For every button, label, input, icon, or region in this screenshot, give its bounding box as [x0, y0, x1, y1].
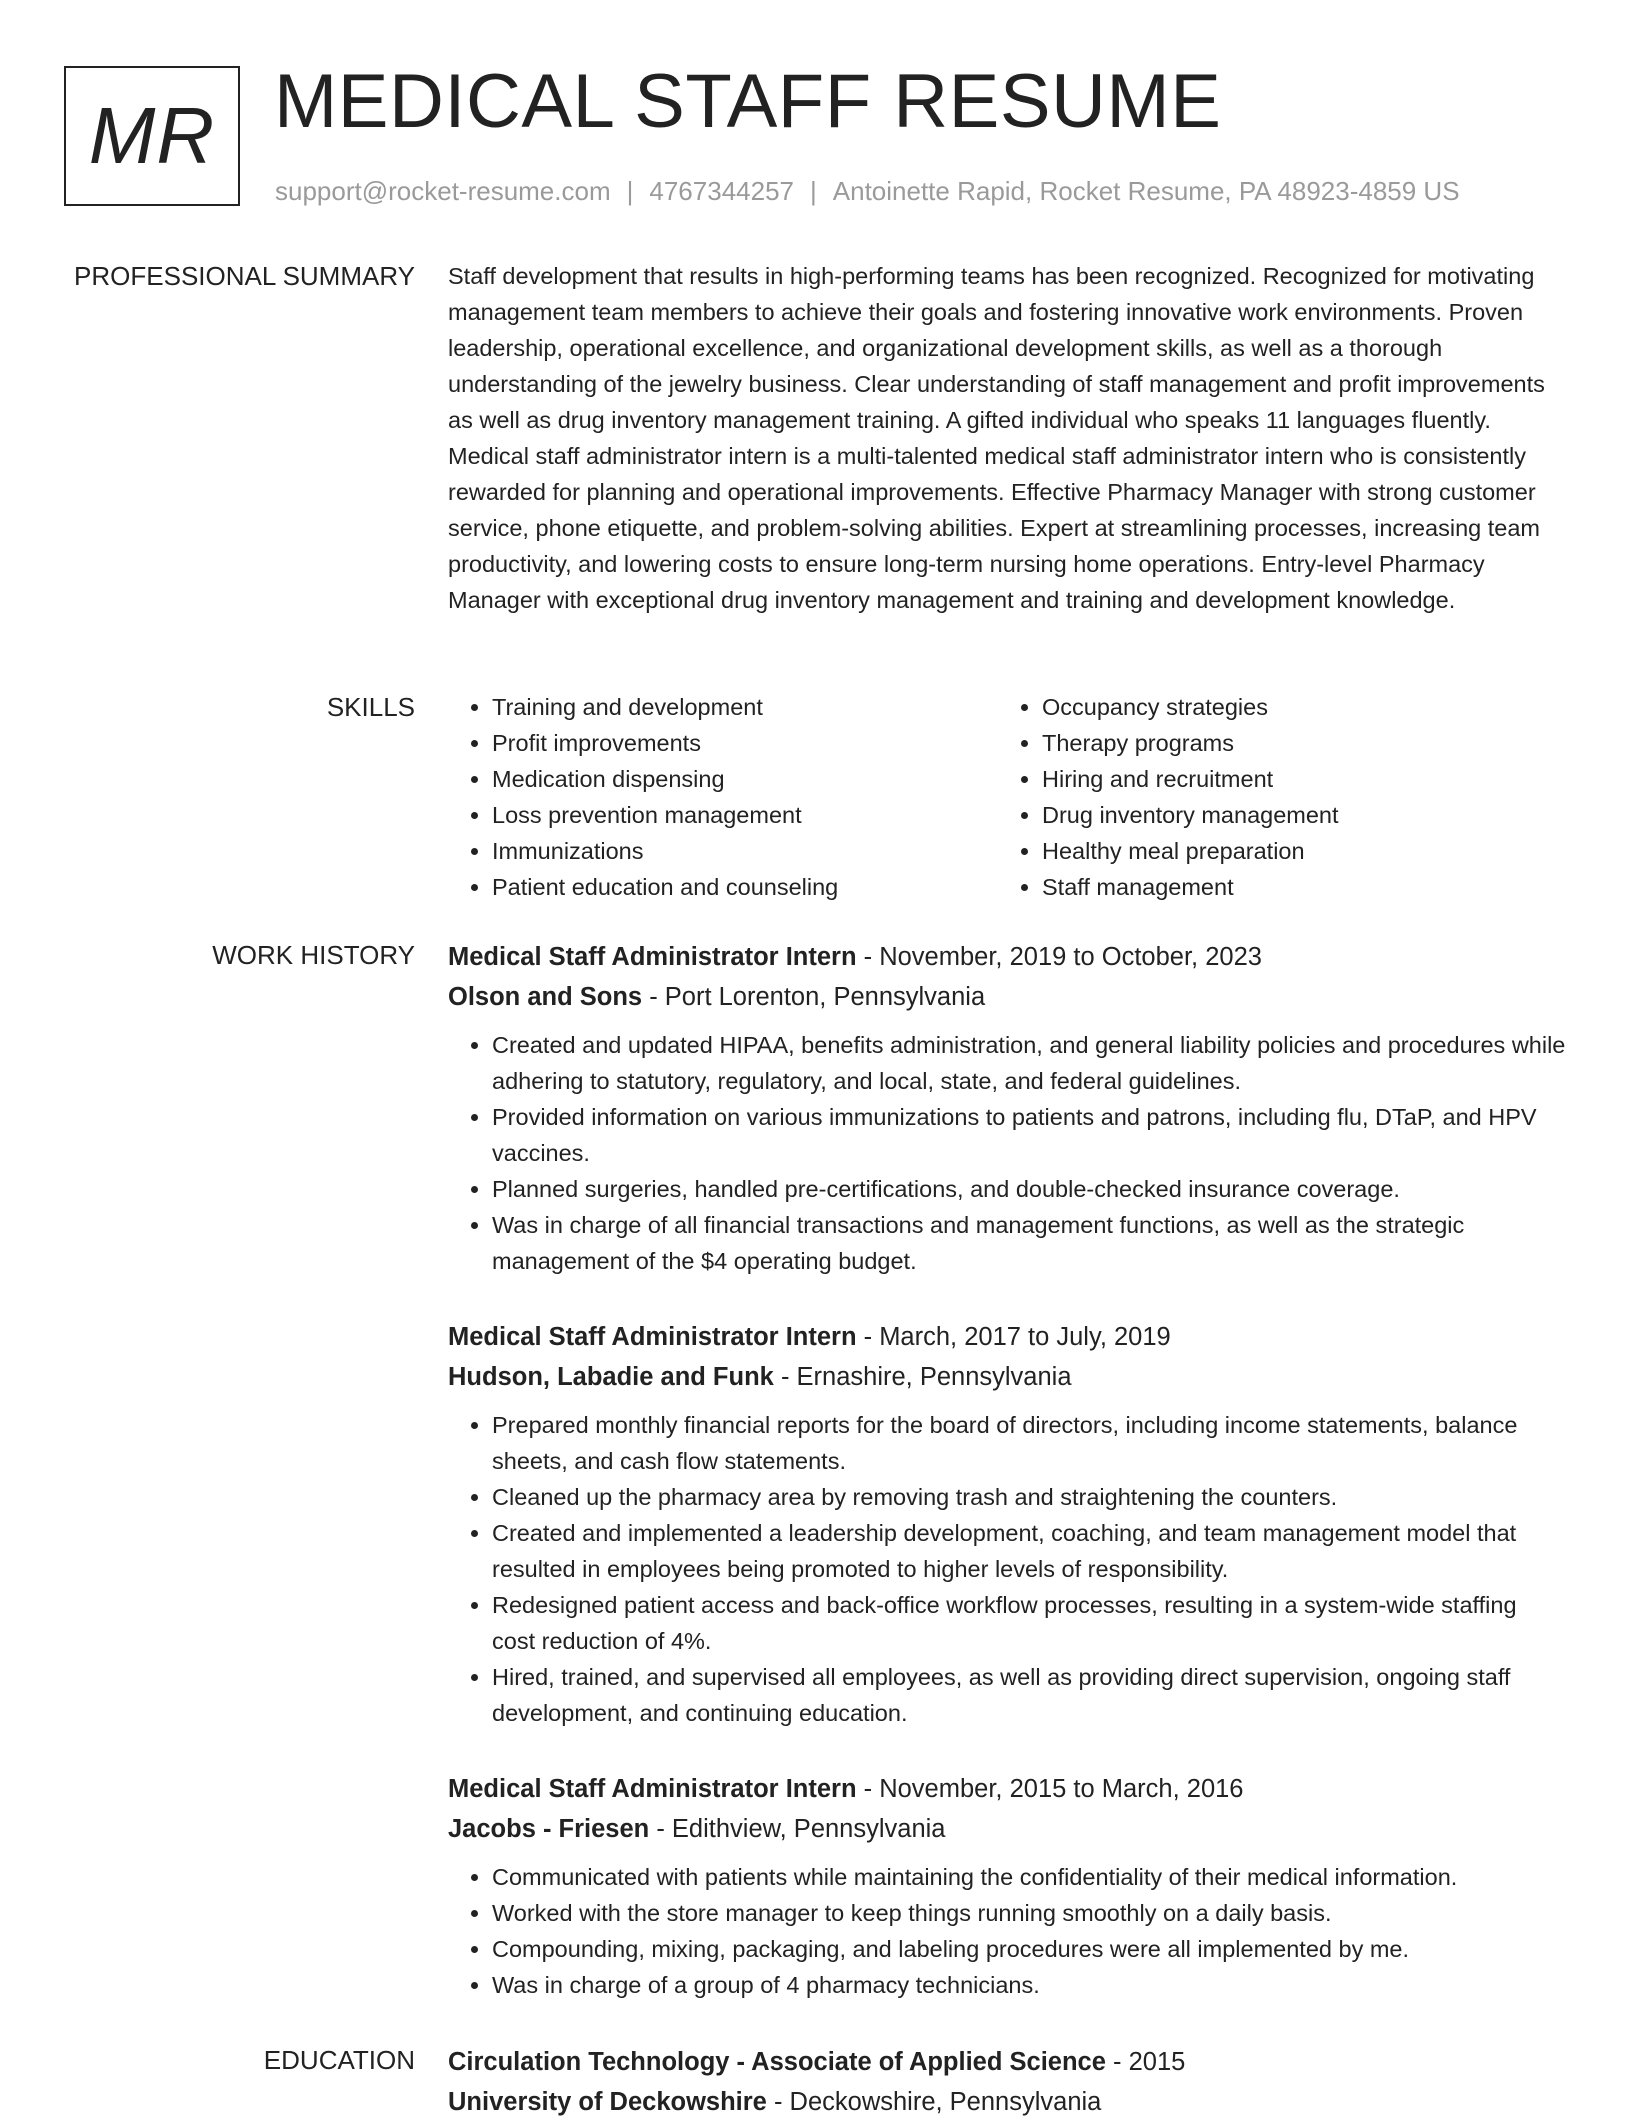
- skills-column-left: [448, 689, 988, 905]
- skill-item: • Hiring and recruitment: [1042, 761, 1538, 797]
- job-dates: - November, 2015 to March, 2016: [856, 1775, 1244, 1803]
- job-bullet: • Planned surgeries, handled pre-certifications, and double-checked insurance coverage.: [492, 1171, 1566, 1207]
- job-company-line: [448, 977, 1566, 1017]
- job-company-line: [448, 1357, 1566, 1397]
- job-bullet: • Redesigned patient access and back-office workflow processes, resulting in a system-wide staffing cost reduction of 4%.: [492, 1587, 1566, 1659]
- education-degree-line: [448, 2042, 1566, 2082]
- job-bullet: • Was in charge of a group of 4 pharmacy technicians.: [492, 1967, 1566, 2003]
- skill-item: • Healthy meal preparation: [1042, 833, 1538, 869]
- skill-item: • Staff management: [1042, 869, 1538, 905]
- job-bullet: • Compounding, mixing, packaging, and labeling procedures were all implemented by me.: [492, 1931, 1566, 1967]
- job-title-line: [448, 1769, 1566, 1809]
- job-company: Jacobs - Friesen: [448, 1815, 650, 1843]
- summary-label: PROFESSIONAL SUMMARY: [74, 261, 415, 291]
- job-bullet: • Created and implemented a leadership development, coaching, and team management model that resulted in employees being promoted to higher levels of responsibility.: [492, 1515, 1566, 1587]
- job-entry: [448, 937, 1566, 1279]
- skill-item: • Loss prevention management: [492, 797, 988, 833]
- skill-item: • Training and development: [492, 689, 988, 725]
- education-school: University of Deckowshire: [448, 2088, 767, 2116]
- job-location: - Edithview, Pennsylvania: [649, 1815, 946, 1843]
- skill-item: • Occupancy strategies: [1042, 689, 1538, 725]
- job-company-line: [448, 1809, 1566, 1849]
- skill-item: • Immunizations: [492, 833, 988, 869]
- skills-label: SKILLS: [326, 692, 415, 722]
- education-location: - Deckowshire, Pennsylvania: [766, 2088, 1102, 2116]
- job-bullet: • Communicated with patients while maintaining the confidentiality of their medical information.: [492, 1859, 1566, 1895]
- contact-address: Antoinette Rapid, Rocket Resume, PA 48923-4859 US: [832, 176, 1460, 206]
- contact-separator: |: [626, 176, 634, 206]
- skills-column-right: [998, 689, 1538, 905]
- job-entry: [448, 1317, 1566, 1731]
- job-location: - Ernashire, Pennsylvania: [773, 1363, 1072, 1391]
- job-bullet: • Provided information on various immunizations to patients and patrons, including flu, DTaP, and HPV vaccines.: [492, 1099, 1566, 1171]
- job-title: Medical Staff Administrator Intern: [448, 943, 857, 971]
- job-title-line: [448, 937, 1566, 977]
- job-entry: [448, 1769, 1566, 2003]
- work-history-label: WORK HISTORY: [212, 940, 415, 970]
- education-content: [448, 2042, 1566, 2122]
- contact-phone[interactable]: 4767344257: [649, 176, 794, 206]
- job-company: Hudson, Labadie and Funk: [448, 1363, 774, 1391]
- education-school-line: [448, 2082, 1566, 2122]
- summary-content: [448, 258, 1566, 618]
- job-bullet: • Created and updated HIPAA, benefits administration, and general liability policies and procedures while adhering to statutory, regulatory, and local, state, and federal guidelines.: [492, 1027, 1566, 1099]
- job-bullet: • Was in charge of all financial transactions and management functions, as well as the strategic management of the $4 operating budget.: [492, 1207, 1566, 1279]
- monogram-initials: MR: [88, 91, 216, 180]
- contact-email[interactable]: support@rocket-resume.com: [275, 176, 611, 206]
- job-title: Medical Staff Administrator Intern: [448, 1775, 857, 1803]
- job-bullet: • Worked with the store manager to keep things running smoothly on a daily basis.: [492, 1895, 1566, 1931]
- job-title: Medical Staff Administrator Intern: [448, 1323, 857, 1351]
- job-dates: - March, 2017 to July, 2019: [856, 1323, 1171, 1351]
- contact-line: [275, 174, 1460, 208]
- job-bullet: • Hired, trained, and supervised all employees, as well as providing direct supervision, ongoing staff development, and continuing education.: [492, 1659, 1566, 1731]
- job-title-line: [448, 1317, 1566, 1357]
- monogram-box: [64, 66, 240, 206]
- resume-title: MEDICAL STAFF RESUME: [274, 59, 1222, 144]
- skill-item: • Medication dispensing: [492, 761, 988, 797]
- education-degree: Circulation Technology - Associate of Applied Science: [448, 2048, 1106, 2076]
- skill-item: • Drug inventory management: [1042, 797, 1538, 833]
- skill-item: • Profit improvements: [492, 725, 988, 761]
- skill-item: • Therapy programs: [1042, 725, 1538, 761]
- contact-separator: |: [810, 176, 817, 206]
- education-label: EDUCATION: [263, 2045, 415, 2075]
- job-dates: - November, 2019 to October, 2023: [856, 943, 1262, 971]
- summary-text: Staff development that results in high-performing teams has been recognized. Recognized for motivating management team members to achieve their goals and fostering innovative work environments. Proven leadership, operational excellence, and organizational development skills, as well as a thorough understanding of the jewelry business. Clear understanding of staff management and profit improvements as well as drug inventory management training. A gifted individual who speaks 11 languages fluently. Medical staff administrator intern is a multi-talented medical staff administrator intern who is consistently rewarded for planning and operational improvements. Effective Pharmacy Manager with strong customer service, phone etiquette, and problem-solving abilities. Expert at streamlining processes, increasing team productivity, and lowering costs to ensure long-term nursing home operations. Entry-level Pharmacy Manager with exceptional drug inventory management and training and development knowledge.: [448, 263, 1545, 613]
- job-location: - Port Lorenton, Pennsylvania: [642, 983, 986, 1011]
- job-bullet: • Cleaned up the pharmacy area by removing trash and straightening the counters.: [492, 1479, 1566, 1515]
- education-year: - 2015: [1105, 2048, 1186, 2076]
- job-company: Olson and Sons: [448, 983, 643, 1011]
- skill-item: • Patient education and counseling: [492, 869, 988, 905]
- job-bullet: • Prepared monthly financial reports for the board of directors, including income statements, balance sheets, and cash flow statements.: [492, 1407, 1566, 1479]
